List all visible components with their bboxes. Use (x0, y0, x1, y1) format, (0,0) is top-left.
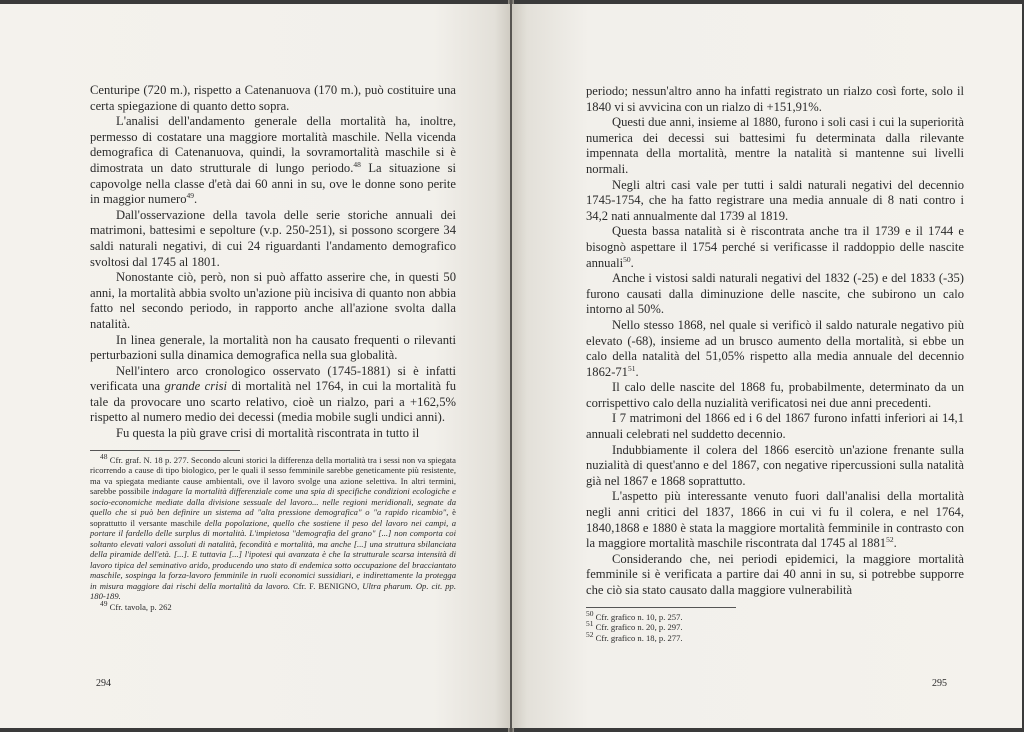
page-number: 294 (96, 678, 111, 689)
paragraph: Questi due anni, insieme al 1880, furono i soli casi i cui la superiorità numerica dei decessi sui battesimi fu determinata dalla rilevante impennata della mortalità, mentre la natalità si mantenne sui livelli normali. (586, 115, 964, 176)
paragraph: L'analisi dell'andamento generale della mortalità ha, inoltre, permesso di costatare una maggiore mortalità maschile. Nella vicenda demografica di Catenanuova, quindi, la sovramortalità maschile si è dimostrata un dato strutturale di lungo periodo.$^{48}$ La situazione si capovolge nella classe d'età dai 60 anni in su, ove le donne sono perite in maggior numero$^{49}$. (90, 114, 456, 207)
right-page (512, 4, 1022, 728)
footnote-rule (586, 607, 736, 608)
footnote-rule (90, 450, 240, 451)
left-text-column (90, 83, 456, 612)
right-text-column (586, 84, 964, 643)
paragraph: Anche i vistosi saldi naturali negativi del 1832 (-25) e del 1833 (-35) furono causati dalla diminuzione delle nascite, che subirono un calo intorno al 50%. (586, 271, 964, 317)
footnote-52: $^{52}$ Cfr. grafico n. 18, p. 277. (586, 629, 683, 643)
left-page (0, 4, 510, 728)
page-number: 295 (932, 678, 947, 689)
paragraph: Il calo delle nascite del 1868 fu, probabilmente, determinato da un corrispettivo calo della nuzialità verificatosi nei due anni precedenti. (586, 380, 964, 410)
paragraph: In linea generale, la mortalità non ha causato frequenti o rilevanti perturbazioni sulla dinamica demografica nella sua globalità. (90, 332, 456, 363)
paragraph: Nell'intero arco cronologico osservato (1745-1881) si è infatti verificata una grande crisi di mortalità nel 1764, in cui la mortalità fu tale da provocare uno scarto relativo, cioè un rialzo, pari a +162,5% rispetto al numero medio dei decessi (media mobile sugli undici anni). (90, 363, 456, 425)
paragraph: Considerando che, nei periodi epidemici, la maggiore mortalità femminile si è verificata a partire dai 40 anni in su, si potrebbe supporre che ciò sia stato causato dalla maggiore vulnerabilità (586, 551, 964, 597)
footnote-49: $^{49}$ Cfr. tavola, p. 262 (100, 598, 172, 612)
paragraph: periodo; nessun'altro anno ha infatti registrato un rialzo così forte, solo il 1840 vi si avvicina con un rialzo di +151,91%. (586, 84, 964, 114)
paragraph: Nello stesso 1868, nel quale si verificò il saldo naturale negativo più elevato (-68), insieme ad un brusco aumento della mortalità, si ebbe un calo della natalità del 51,05% rispetto alla media annuale del decennio $1862-71^{51}$. (586, 317, 964, 379)
paragraph: Nonostante ciò, però, non si può affatto asserire che, in questi 50 anni, la mortalità abbia svolto un'azione più incisiva di quanto non abbia fatto nel secondo periodo, in rapporto anche all'azione svolta dalla natalità. (90, 270, 456, 331)
footnote-ref: 51 (627, 363, 636, 373)
paragraph: Negli altri casi vale per tutti i saldi naturali negativi del decennio 1745-1754, che ha fatto registrare una media annuale di 8 nati contro i 34,2 nati annualmente dal 1739 al 1819. (586, 177, 964, 223)
footnote-ref: 49 (186, 190, 195, 200)
footnote-48: $^{48}$ Cfr. graf. N. 18 p. 277. Secondo alcuni storici la differenza della mortalità tra i sessi non va spiegata ricorrendo a cause di tipo biologico, per le quali il sesso femminile sarebbe geneticamente più resistente, ma va spiegata mediante cause ambientali, ove il lavoro svolge una azione selettiva. In altri termini, sarebbe possibile indagare la mortalità differenziale come una spia di specifiche condizioni ecologiche e socio-economiche mediate dalla divisione sessuale del lavoro... nelle regioni meridionali, segnate da quello che si può ben definire un sistema ad "alta pressione demografica" o "a rapido ricambio", è soprattutto il versante maschile della popolazione, quello che sostiene il peso del lavoro nei campi, a portare il fardello delle surplus di mortalità. L'impietosa "demografia del grano" [...] non comporta coi soltanto elevati valori assoluti di natalità, fecondità e mortalità, ma anche [...] una struttura sbilanciata della piramide dell'età. [...]. E tuttavia [...] l'ipotesi qui avanzata è che la strutturale scarsa intensità di lavoro tipica del seminativo arido, producendo uno stato di endemica sotto occupazione del bracciantato maschile, sospinga la forza-lavoro femminile in ruoli economici sussidiari, e indirettamente la protegga in misura maggiore dai rischi della mortalità da lavoro. Cfr. F. BENIGNO, Ultra pharum. Op. cit. pp. 180-189. (90, 451, 456, 602)
paragraph: Centuripe (720 m.), rispetto a Catenanuova (170 m.), può costituire una certa spiegazione di quanto detto sopra. (90, 83, 456, 113)
paragraph: Indubbiamente il colera del 1866 esercitò un'azione frenante sulla nuzialità di quest'anno e del 1867, con negative ripercussioni sulla natalità già nel 1867 e 1868 soprattutto. (586, 442, 964, 488)
footnote-51: $^{51}$ Cfr. grafico n. 20, p. 297. (586, 619, 683, 633)
footnote-ref: 50 (623, 254, 631, 264)
paragraph: L'aspetto più interessante venuto fuori dall'analisi della mortalità negli anni critici del 1837, 1866 in cui vi fu il colera, e nel 1764, 1840,1868 e 1880 è stata la maggiore mortalità femminile in contrasto con la maggiore mortalità maschile riscontrata dal 1745 al 1881$^{52}$. (586, 489, 964, 551)
footnote-ref: 48 (353, 159, 361, 169)
footnote-50: $^{50}$ Cfr. grafico n. 10, p. 257. (586, 608, 683, 622)
paragraph: Dall'osservazione della tavola delle serie storiche annuali dei matrimoni, battesimi e sepolture (v.p. 250-251), si possono scorgere 34 saldi naturali negativi, di cui 24 riguardanti l'andamento demografico svoltosi dal 1745 al 1801. (90, 207, 456, 269)
footnote-ref: 52 (886, 535, 894, 545)
paragraph: Fu questa la più grave crisi di mortalità riscontrata in tutto il (116, 426, 420, 441)
paragraph: I 7 matrimoni del 1866 ed i 6 del 1867 furono infatti inferiori ai 14,1 annuali celebrati nel suddetto decennio. (586, 411, 964, 442)
paragraph: Questa bassa natalità si è riscontrata anche tra il 1739 e il 1744 e bisognò aspettare il 1754 perché si verificasse il raddoppio delle nascite annuali$^{50}$. (586, 224, 964, 270)
